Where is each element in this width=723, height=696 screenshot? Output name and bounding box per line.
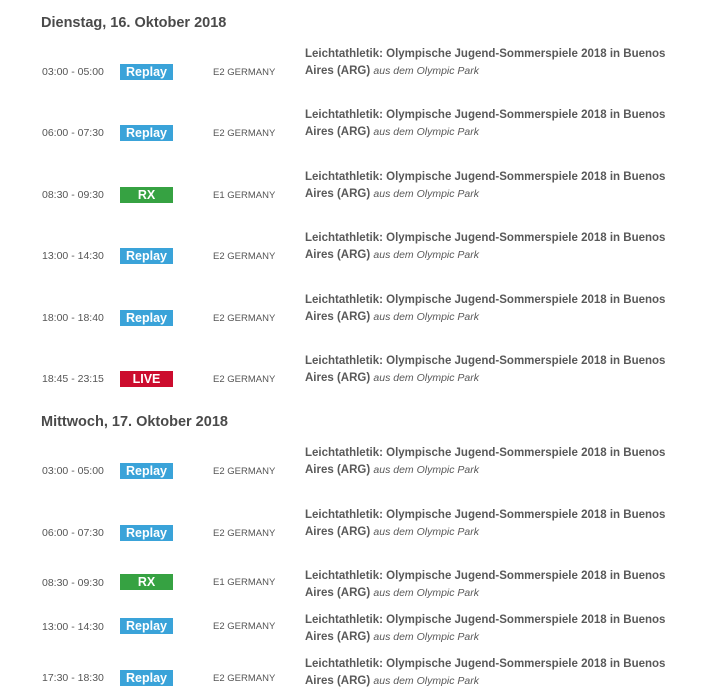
program-title[interactable]: Leichtathletik: Olympische Jugend-Sommerspiele 2018 in Buenos bbox=[305, 658, 666, 670]
program-location: Aires (ARG) bbox=[305, 249, 371, 261]
program-subtitle bbox=[305, 586, 479, 600]
program-venue: aus dem Olympic Park bbox=[373, 188, 480, 200]
program-subtitle bbox=[305, 371, 479, 385]
channel-label: E1 GERMANY bbox=[213, 577, 276, 588]
program-location: Aires (ARG) bbox=[305, 631, 371, 643]
schedule-row[interactable] bbox=[0, 443, 723, 483]
time-range: 06:00 - 07:30 bbox=[42, 127, 104, 139]
program-title[interactable]: Leichtathletik: Olympische Jugend-Sommerspiele 2018 in Buenos bbox=[305, 614, 666, 626]
program-venue: aus dem Olympic Park bbox=[373, 631, 480, 643]
time-range: 03:00 - 05:00 bbox=[42, 465, 104, 477]
program-subtitle bbox=[305, 310, 479, 324]
replay-badge[interactable]: Replay bbox=[120, 64, 173, 80]
schedule-row[interactable] bbox=[0, 290, 723, 330]
program-title[interactable]: Leichtathletik: Olympische Jugend-Sommerspiele 2018 in Buenos bbox=[305, 232, 666, 244]
channel-label: E2 GERMANY bbox=[213, 621, 276, 632]
program-title[interactable]: Leichtathletik: Olympische Jugend-Sommerspiele 2018 in Buenos bbox=[305, 447, 666, 459]
program-title[interactable]: Leichtathletik: Olympische Jugend-Sommerspiele 2018 in Buenos bbox=[305, 109, 666, 121]
channel-label: E1 GERMANY bbox=[213, 190, 276, 201]
channel-label: E2 GERMANY bbox=[213, 251, 276, 262]
program-location: Aires (ARG) bbox=[305, 464, 371, 476]
program-location: Aires (ARG) bbox=[305, 311, 371, 323]
channel-label: E2 GERMANY bbox=[213, 528, 276, 539]
program-title[interactable]: Leichtathletik: Olympische Jugend-Sommerspiele 2018 in Buenos bbox=[305, 171, 666, 183]
schedule-row[interactable] bbox=[0, 105, 723, 145]
time-range: 06:00 - 07:30 bbox=[42, 527, 104, 539]
channel-label: E2 GERMANY bbox=[213, 466, 276, 477]
program-location: Aires (ARG) bbox=[305, 587, 371, 599]
time-range: 08:30 - 09:30 bbox=[42, 189, 104, 201]
program-venue: aus dem Olympic Park bbox=[373, 675, 480, 687]
channel-label: E2 GERMANY bbox=[213, 313, 276, 324]
schedule-row[interactable] bbox=[0, 167, 723, 207]
program-subtitle bbox=[305, 248, 479, 262]
program-venue: aus dem Olympic Park bbox=[373, 126, 480, 138]
program-subtitle bbox=[305, 674, 479, 688]
replay-badge[interactable]: Replay bbox=[120, 310, 173, 326]
program-location: Aires (ARG) bbox=[305, 526, 371, 538]
time-range: 17:30 - 18:30 bbox=[42, 672, 104, 684]
schedule-row[interactable] bbox=[0, 228, 723, 268]
replay-badge[interactable]: Replay bbox=[120, 248, 173, 264]
program-location: Aires (ARG) bbox=[305, 675, 371, 687]
program-venue: aus dem Olympic Park bbox=[373, 65, 480, 77]
program-title[interactable]: Leichtathletik: Olympische Jugend-Sommerspiele 2018 in Buenos bbox=[305, 355, 666, 367]
program-venue: aus dem Olympic Park bbox=[373, 372, 480, 384]
program-subtitle bbox=[305, 463, 479, 477]
replay-badge[interactable]: Replay bbox=[120, 525, 173, 541]
replay-badge[interactable]: Replay bbox=[120, 618, 173, 634]
day-heading: Mittwoch, 17. Oktober 2018 bbox=[41, 414, 228, 430]
program-title[interactable]: Leichtathletik: Olympische Jugend-Sommerspiele 2018 in Buenos bbox=[305, 48, 666, 60]
program-subtitle bbox=[305, 125, 479, 139]
time-range: 13:00 - 14:30 bbox=[42, 621, 104, 633]
time-range: 03:00 - 05:00 bbox=[42, 66, 104, 78]
schedule-row[interactable] bbox=[0, 505, 723, 545]
rx-badge[interactable]: RX bbox=[120, 574, 173, 590]
channel-label: E2 GERMANY bbox=[213, 67, 276, 78]
channel-label: E2 GERMANY bbox=[213, 374, 276, 385]
program-location: Aires (ARG) bbox=[305, 188, 371, 200]
time-range: 18:45 - 23:15 bbox=[42, 373, 104, 385]
program-venue: aus dem Olympic Park bbox=[373, 311, 480, 323]
program-venue: aus dem Olympic Park bbox=[373, 464, 480, 476]
channel-label: E2 GERMANY bbox=[213, 673, 276, 684]
program-location: Aires (ARG) bbox=[305, 65, 371, 77]
replay-badge[interactable]: Replay bbox=[120, 125, 173, 141]
program-subtitle bbox=[305, 64, 479, 78]
time-range: 18:00 - 18:40 bbox=[42, 312, 104, 324]
program-venue: aus dem Olympic Park bbox=[373, 526, 480, 538]
day-heading: Dienstag, 16. Oktober 2018 bbox=[41, 15, 227, 31]
program-title[interactable]: Leichtathletik: Olympische Jugend-Sommerspiele 2018 in Buenos bbox=[305, 509, 666, 521]
program-venue: aus dem Olympic Park bbox=[373, 587, 480, 599]
program-location: Aires (ARG) bbox=[305, 372, 371, 384]
live-badge[interactable]: LIVE bbox=[120, 371, 173, 387]
program-location: Aires (ARG) bbox=[305, 126, 371, 138]
schedule-row[interactable] bbox=[0, 654, 723, 694]
rx-badge[interactable]: RX bbox=[120, 187, 173, 203]
time-range: 08:30 - 09:30 bbox=[42, 577, 104, 589]
schedule-row[interactable] bbox=[0, 44, 723, 84]
replay-badge[interactable]: Replay bbox=[120, 463, 173, 479]
schedule-row[interactable] bbox=[0, 351, 723, 391]
program-subtitle bbox=[305, 630, 479, 644]
schedule-row[interactable] bbox=[0, 610, 723, 650]
channel-label: E2 GERMANY bbox=[213, 128, 276, 139]
time-range: 13:00 - 14:30 bbox=[42, 250, 104, 262]
replay-badge[interactable]: Replay bbox=[120, 670, 173, 686]
program-venue: aus dem Olympic Park bbox=[373, 249, 480, 261]
schedule-row[interactable] bbox=[0, 566, 723, 606]
program-title[interactable]: Leichtathletik: Olympische Jugend-Sommerspiele 2018 in Buenos bbox=[305, 570, 666, 582]
program-subtitle bbox=[305, 525, 479, 539]
program-title[interactable]: Leichtathletik: Olympische Jugend-Sommerspiele 2018 in Buenos bbox=[305, 294, 666, 306]
program-subtitle bbox=[305, 187, 479, 201]
